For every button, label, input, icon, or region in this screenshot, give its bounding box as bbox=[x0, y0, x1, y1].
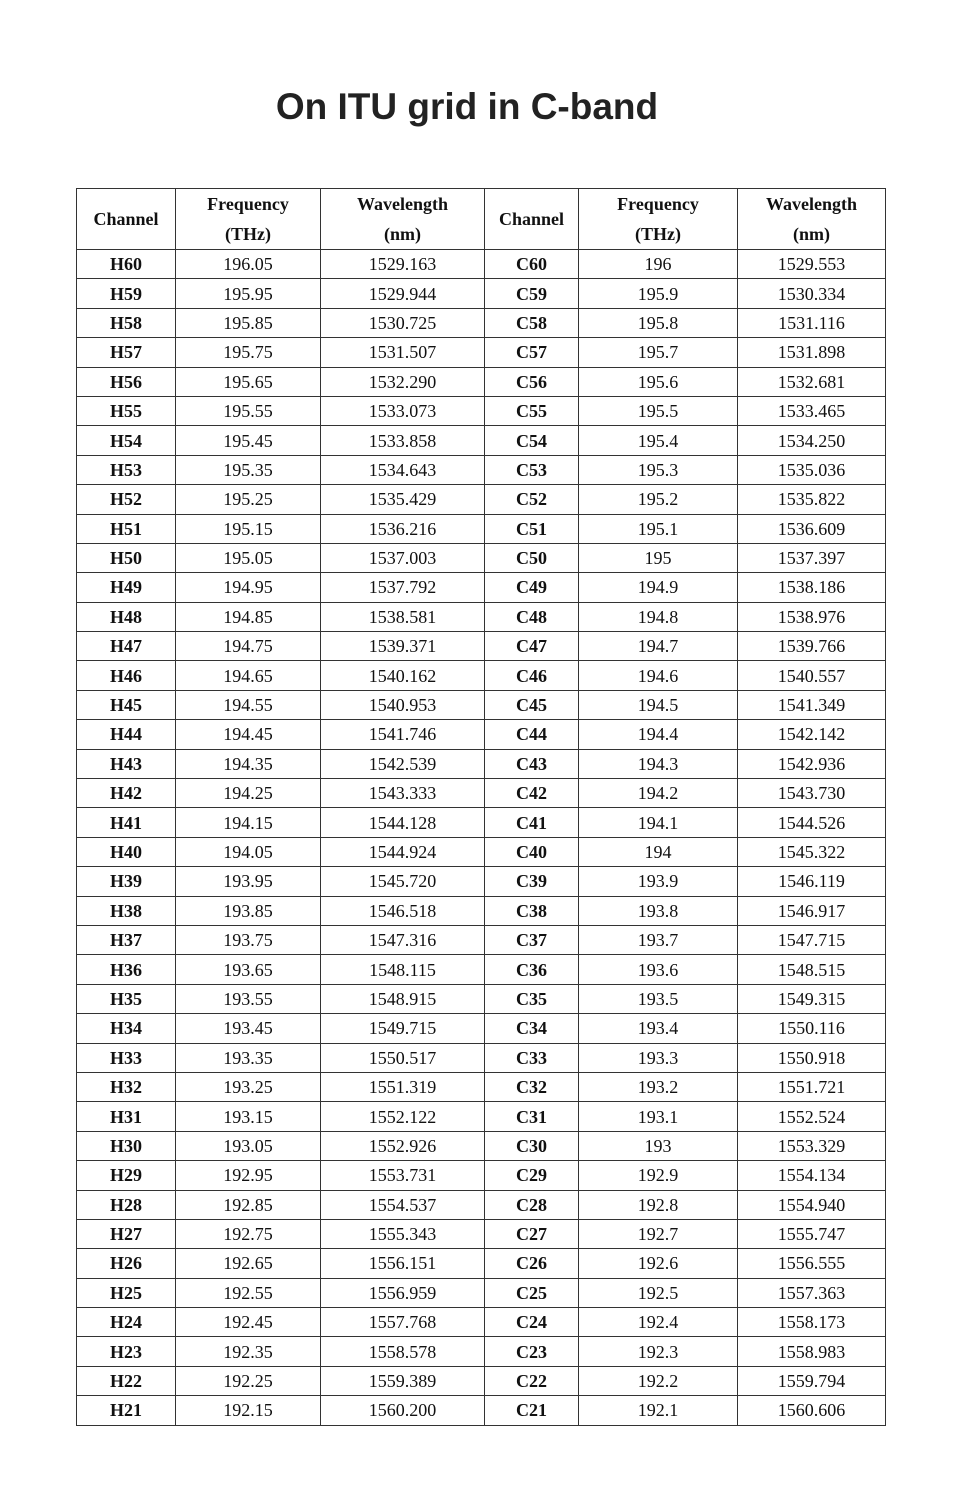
h-channel-cell: H42 bbox=[77, 779, 176, 808]
c-frequency-cell: 192.3 bbox=[579, 1337, 738, 1366]
c-frequency-cell: 192.4 bbox=[579, 1308, 738, 1337]
c-frequency-cell: 192.2 bbox=[579, 1366, 738, 1395]
h-channel-cell: H30 bbox=[77, 1131, 176, 1160]
h-frequency-cell: 193.75 bbox=[176, 925, 321, 954]
h-frequency-cell: 194.95 bbox=[176, 573, 321, 602]
header-wavelength-unit: (nm) bbox=[384, 224, 421, 244]
h-frequency-cell: 195.95 bbox=[176, 279, 321, 308]
c-frequency-cell: 193.3 bbox=[579, 1043, 738, 1072]
page-title: On ITU grid in C-band bbox=[275, 86, 659, 127]
table-row bbox=[77, 925, 886, 954]
h-wavelength-cell: 1537.792 bbox=[321, 573, 485, 602]
c-frequency-cell: 196 bbox=[579, 250, 738, 279]
h-frequency-cell: 192.85 bbox=[176, 1190, 321, 1219]
c-frequency-cell: 193 bbox=[579, 1131, 738, 1160]
c-channel-cell: C23 bbox=[485, 1337, 579, 1366]
table-row bbox=[77, 808, 886, 837]
c-channel-cell: C55 bbox=[485, 396, 579, 425]
table-row bbox=[77, 543, 886, 572]
h-frequency-cell: 194.55 bbox=[176, 690, 321, 719]
h-frequency-cell: 192.75 bbox=[176, 1219, 321, 1248]
table-row bbox=[77, 1102, 886, 1131]
h-wavelength-cell: 1544.924 bbox=[321, 837, 485, 866]
c-wavelength-cell: 1548.515 bbox=[738, 955, 886, 984]
table-row bbox=[77, 690, 886, 719]
h-frequency-cell: 193.25 bbox=[176, 1072, 321, 1101]
c-frequency-cell: 194.9 bbox=[579, 573, 738, 602]
h-frequency-cell: 193.95 bbox=[176, 867, 321, 896]
c-channel-cell: C37 bbox=[485, 925, 579, 954]
table-row bbox=[77, 338, 886, 367]
c-channel-cell: C38 bbox=[485, 896, 579, 925]
table-row bbox=[77, 1308, 886, 1337]
c-channel-cell: C46 bbox=[485, 661, 579, 690]
h-wavelength-cell: 1557.768 bbox=[321, 1308, 485, 1337]
h-frequency-cell: 194.45 bbox=[176, 720, 321, 749]
h-frequency-cell: 195.65 bbox=[176, 367, 321, 396]
c-frequency-cell: 195.1 bbox=[579, 514, 738, 543]
c-frequency-cell: 193.7 bbox=[579, 925, 738, 954]
c-channel-cell: C34 bbox=[485, 1014, 579, 1043]
c-wavelength-cell: 1541.349 bbox=[738, 690, 886, 719]
c-wavelength-cell: 1538.976 bbox=[738, 602, 886, 631]
h-channel-cell: H28 bbox=[77, 1190, 176, 1219]
h-wavelength-cell: 1552.122 bbox=[321, 1102, 485, 1131]
c-channel-cell: C29 bbox=[485, 1161, 579, 1190]
c-wavelength-cell: 1542.142 bbox=[738, 720, 886, 749]
c-channel-cell: C54 bbox=[485, 426, 579, 455]
c-wavelength-cell: 1543.730 bbox=[738, 779, 886, 808]
table-row bbox=[77, 485, 886, 514]
table-row bbox=[77, 720, 886, 749]
table-row bbox=[77, 514, 886, 543]
c-frequency-cell: 195.6 bbox=[579, 367, 738, 396]
h-wavelength-cell: 1546.518 bbox=[321, 896, 485, 925]
h-wavelength-cell: 1558.578 bbox=[321, 1337, 485, 1366]
h-wavelength-cell: 1540.953 bbox=[321, 690, 485, 719]
table-row bbox=[77, 837, 886, 866]
c-frequency-cell: 195.9 bbox=[579, 279, 738, 308]
c-channel-cell: C32 bbox=[485, 1072, 579, 1101]
h-wavelength-cell: 1533.073 bbox=[321, 396, 485, 425]
c-channel-cell: C49 bbox=[485, 573, 579, 602]
h-frequency-cell: 193.55 bbox=[176, 984, 321, 1013]
c-wavelength-cell: 1547.715 bbox=[738, 925, 886, 954]
c-frequency-cell: 195.5 bbox=[579, 396, 738, 425]
h-channel-cell: H47 bbox=[77, 632, 176, 661]
c-channel-cell: C35 bbox=[485, 984, 579, 1013]
c-wavelength-cell: 1540.557 bbox=[738, 661, 886, 690]
c-wavelength-cell: 1546.119 bbox=[738, 867, 886, 896]
itu-grid-table bbox=[76, 188, 886, 1426]
c-wavelength-cell: 1552.524 bbox=[738, 1102, 886, 1131]
c-wavelength-cell: 1554.940 bbox=[738, 1190, 886, 1219]
c-channel-cell: C43 bbox=[485, 749, 579, 778]
h-frequency-cell: 193.45 bbox=[176, 1014, 321, 1043]
c-channel-cell: C36 bbox=[485, 955, 579, 984]
c-channel-cell: C30 bbox=[485, 1131, 579, 1160]
h-frequency-cell: 195.55 bbox=[176, 396, 321, 425]
c-wavelength-cell: 1530.334 bbox=[738, 279, 886, 308]
header-channel-h: Channel bbox=[77, 189, 176, 250]
c-frequency-cell: 195.3 bbox=[579, 455, 738, 484]
c-channel-cell: C39 bbox=[485, 867, 579, 896]
h-frequency-cell: 193.35 bbox=[176, 1043, 321, 1072]
table-row bbox=[77, 1014, 886, 1043]
c-wavelength-cell: 1537.397 bbox=[738, 543, 886, 572]
h-frequency-cell: 193.85 bbox=[176, 896, 321, 925]
h-wavelength-cell: 1551.319 bbox=[321, 1072, 485, 1101]
c-frequency-cell: 194.3 bbox=[579, 749, 738, 778]
table-row bbox=[77, 779, 886, 808]
c-channel-cell: C53 bbox=[485, 455, 579, 484]
c-wavelength-cell: 1551.721 bbox=[738, 1072, 886, 1101]
c-frequency-cell: 193.8 bbox=[579, 896, 738, 925]
c-frequency-cell: 194.5 bbox=[579, 690, 738, 719]
c-channel-cell: C47 bbox=[485, 632, 579, 661]
c-wavelength-cell: 1550.116 bbox=[738, 1014, 886, 1043]
table-row bbox=[77, 896, 886, 925]
table-row bbox=[77, 1072, 886, 1101]
h-frequency-cell: 195.05 bbox=[176, 543, 321, 572]
c-wavelength-cell: 1545.322 bbox=[738, 837, 886, 866]
h-wavelength-cell: 1535.429 bbox=[321, 485, 485, 514]
c-frequency-cell: 193.9 bbox=[579, 867, 738, 896]
c-channel-cell: C21 bbox=[485, 1396, 579, 1425]
h-frequency-cell: 195.15 bbox=[176, 514, 321, 543]
h-wavelength-cell: 1530.725 bbox=[321, 308, 485, 337]
h-channel-cell: H26 bbox=[77, 1249, 176, 1278]
c-wavelength-cell: 1559.794 bbox=[738, 1366, 886, 1395]
h-channel-cell: H56 bbox=[77, 367, 176, 396]
c-wavelength-cell: 1539.766 bbox=[738, 632, 886, 661]
c-channel-cell: C60 bbox=[485, 250, 579, 279]
c-channel-cell: C33 bbox=[485, 1043, 579, 1072]
table-row bbox=[77, 1190, 886, 1219]
c-channel-cell: C57 bbox=[485, 338, 579, 367]
h-frequency-cell: 192.55 bbox=[176, 1278, 321, 1307]
c-channel-cell: C59 bbox=[485, 279, 579, 308]
h-wavelength-cell: 1559.389 bbox=[321, 1366, 485, 1395]
table-row bbox=[77, 984, 886, 1013]
table-row bbox=[77, 1219, 886, 1248]
c-frequency-cell: 194.6 bbox=[579, 661, 738, 690]
c-wavelength-cell: 1550.918 bbox=[738, 1043, 886, 1072]
h-wavelength-cell: 1529.163 bbox=[321, 250, 485, 279]
h-frequency-cell: 192.25 bbox=[176, 1366, 321, 1395]
h-channel-cell: H41 bbox=[77, 808, 176, 837]
h-channel-cell: H58 bbox=[77, 308, 176, 337]
c-frequency-cell: 193.5 bbox=[579, 984, 738, 1013]
table-row bbox=[77, 279, 886, 308]
c-wavelength-cell: 1531.116 bbox=[738, 308, 886, 337]
h-channel-cell: H32 bbox=[77, 1072, 176, 1101]
table-body bbox=[77, 250, 886, 1426]
h-channel-cell: H25 bbox=[77, 1278, 176, 1307]
h-wavelength-cell: 1539.371 bbox=[321, 632, 485, 661]
h-frequency-cell: 193.05 bbox=[176, 1131, 321, 1160]
table-row bbox=[77, 661, 886, 690]
c-wavelength-cell: 1553.329 bbox=[738, 1131, 886, 1160]
h-channel-cell: H59 bbox=[77, 279, 176, 308]
c-wavelength-cell: 1535.036 bbox=[738, 455, 886, 484]
table-row bbox=[77, 1278, 886, 1307]
h-channel-cell: H24 bbox=[77, 1308, 176, 1337]
h-channel-cell: H23 bbox=[77, 1337, 176, 1366]
header-channel-c: Channel bbox=[485, 189, 579, 250]
h-frequency-cell: 194.35 bbox=[176, 749, 321, 778]
h-channel-cell: H48 bbox=[77, 602, 176, 631]
h-wavelength-cell: 1554.537 bbox=[321, 1190, 485, 1219]
h-wavelength-cell: 1538.581 bbox=[321, 602, 485, 631]
c-channel-cell: C51 bbox=[485, 514, 579, 543]
h-frequency-cell: 194.65 bbox=[176, 661, 321, 690]
h-channel-cell: H44 bbox=[77, 720, 176, 749]
c-frequency-cell: 193.4 bbox=[579, 1014, 738, 1043]
c-wavelength-cell: 1535.822 bbox=[738, 485, 886, 514]
table-row bbox=[77, 426, 886, 455]
h-wavelength-cell: 1531.507 bbox=[321, 338, 485, 367]
c-frequency-cell: 192.8 bbox=[579, 1190, 738, 1219]
h-channel-cell: H34 bbox=[77, 1014, 176, 1043]
c-frequency-cell: 193.1 bbox=[579, 1102, 738, 1131]
c-channel-cell: C58 bbox=[485, 308, 579, 337]
header-frequency-unit: (THz) bbox=[225, 224, 271, 244]
h-channel-cell: H27 bbox=[77, 1219, 176, 1248]
header-wavelength-c bbox=[738, 189, 886, 250]
h-wavelength-cell: 1548.915 bbox=[321, 984, 485, 1013]
h-frequency-cell: 195.45 bbox=[176, 426, 321, 455]
h-frequency-cell: 192.35 bbox=[176, 1337, 321, 1366]
c-wavelength-cell: 1554.134 bbox=[738, 1161, 886, 1190]
h-channel-cell: H33 bbox=[77, 1043, 176, 1072]
h-wavelength-cell: 1542.539 bbox=[321, 749, 485, 778]
c-wavelength-cell: 1534.250 bbox=[738, 426, 886, 455]
h-frequency-cell: 194.05 bbox=[176, 837, 321, 866]
table-header-row bbox=[77, 189, 886, 250]
h-channel-cell: H50 bbox=[77, 543, 176, 572]
h-channel-cell: H40 bbox=[77, 837, 176, 866]
c-channel-cell: C42 bbox=[485, 779, 579, 808]
h-frequency-cell: 195.85 bbox=[176, 308, 321, 337]
header-frequency-h bbox=[176, 189, 321, 250]
header-frequency-label: Frequency bbox=[617, 194, 699, 214]
table-row bbox=[77, 1249, 886, 1278]
h-channel-cell: H38 bbox=[77, 896, 176, 925]
h-frequency-cell: 194.85 bbox=[176, 602, 321, 631]
c-channel-cell: C44 bbox=[485, 720, 579, 749]
h-channel-cell: H31 bbox=[77, 1102, 176, 1131]
c-wavelength-cell: 1532.681 bbox=[738, 367, 886, 396]
c-channel-cell: C48 bbox=[485, 602, 579, 631]
c-frequency-cell: 194.2 bbox=[579, 779, 738, 808]
c-channel-cell: C25 bbox=[485, 1278, 579, 1307]
h-channel-cell: H54 bbox=[77, 426, 176, 455]
h-frequency-cell: 192.15 bbox=[176, 1396, 321, 1425]
table-row bbox=[77, 250, 886, 279]
c-frequency-cell: 195.2 bbox=[579, 485, 738, 514]
c-frequency-cell: 195 bbox=[579, 543, 738, 572]
h-frequency-cell: 196.05 bbox=[176, 250, 321, 279]
h-wavelength-cell: 1544.128 bbox=[321, 808, 485, 837]
h-wavelength-cell: 1534.643 bbox=[321, 455, 485, 484]
c-frequency-cell: 192.7 bbox=[579, 1219, 738, 1248]
c-frequency-cell: 192.1 bbox=[579, 1396, 738, 1425]
c-channel-cell: C41 bbox=[485, 808, 579, 837]
h-wavelength-cell: 1552.926 bbox=[321, 1131, 485, 1160]
h-channel-cell: H45 bbox=[77, 690, 176, 719]
table-row bbox=[77, 308, 886, 337]
c-wavelength-cell: 1558.173 bbox=[738, 1308, 886, 1337]
h-channel-cell: H57 bbox=[77, 338, 176, 367]
h-frequency-cell: 193.15 bbox=[176, 1102, 321, 1131]
h-wavelength-cell: 1555.343 bbox=[321, 1219, 485, 1248]
c-wavelength-cell: 1533.465 bbox=[738, 396, 886, 425]
c-frequency-cell: 194 bbox=[579, 837, 738, 866]
header-frequency-c bbox=[579, 189, 738, 250]
c-channel-cell: C22 bbox=[485, 1366, 579, 1395]
h-wavelength-cell: 1540.162 bbox=[321, 661, 485, 690]
h-frequency-cell: 195.25 bbox=[176, 485, 321, 514]
h-wavelength-cell: 1533.858 bbox=[321, 426, 485, 455]
table-row bbox=[77, 367, 886, 396]
c-wavelength-cell: 1549.315 bbox=[738, 984, 886, 1013]
c-wavelength-cell: 1536.609 bbox=[738, 514, 886, 543]
h-channel-cell: H37 bbox=[77, 925, 176, 954]
c-channel-cell: C27 bbox=[485, 1219, 579, 1248]
c-frequency-cell: 195.4 bbox=[579, 426, 738, 455]
h-channel-cell: H60 bbox=[77, 250, 176, 279]
c-frequency-cell: 192.6 bbox=[579, 1249, 738, 1278]
h-frequency-cell: 192.45 bbox=[176, 1308, 321, 1337]
c-frequency-cell: 193.2 bbox=[579, 1072, 738, 1101]
c-frequency-cell: 193.6 bbox=[579, 955, 738, 984]
c-wavelength-cell: 1556.555 bbox=[738, 1249, 886, 1278]
table-row bbox=[77, 867, 886, 896]
header-wavelength-label: Wavelength bbox=[356, 194, 448, 214]
table-row bbox=[77, 1043, 886, 1072]
header-wavelength-unit: (nm) bbox=[793, 224, 830, 244]
h-channel-cell: H52 bbox=[77, 485, 176, 514]
h-wavelength-cell: 1556.959 bbox=[321, 1278, 485, 1307]
h-channel-cell: H21 bbox=[77, 1396, 176, 1425]
header-frequency-unit: (THz) bbox=[635, 224, 681, 244]
table-row bbox=[77, 1396, 886, 1425]
h-frequency-cell: 193.65 bbox=[176, 955, 321, 984]
c-wavelength-cell: 1544.526 bbox=[738, 808, 886, 837]
h-wavelength-cell: 1550.517 bbox=[321, 1043, 485, 1072]
c-frequency-cell: 194.1 bbox=[579, 808, 738, 837]
table-row bbox=[77, 1161, 886, 1190]
h-frequency-cell: 194.25 bbox=[176, 779, 321, 808]
c-wavelength-cell: 1557.363 bbox=[738, 1278, 886, 1307]
h-channel-cell: H49 bbox=[77, 573, 176, 602]
h-wavelength-cell: 1553.731 bbox=[321, 1161, 485, 1190]
c-channel-cell: C50 bbox=[485, 543, 579, 572]
c-frequency-cell: 194.8 bbox=[579, 602, 738, 631]
h-channel-cell: H51 bbox=[77, 514, 176, 543]
h-frequency-cell: 192.95 bbox=[176, 1161, 321, 1190]
h-channel-cell: H35 bbox=[77, 984, 176, 1013]
table-row bbox=[77, 455, 886, 484]
h-frequency-cell: 194.75 bbox=[176, 632, 321, 661]
c-frequency-cell: 194.4 bbox=[579, 720, 738, 749]
h-channel-cell: H53 bbox=[77, 455, 176, 484]
c-channel-cell: C24 bbox=[485, 1308, 579, 1337]
c-frequency-cell: 192.9 bbox=[579, 1161, 738, 1190]
c-wavelength-cell: 1560.606 bbox=[738, 1396, 886, 1425]
c-channel-cell: C40 bbox=[485, 837, 579, 866]
h-frequency-cell: 195.75 bbox=[176, 338, 321, 367]
table-row bbox=[77, 632, 886, 661]
h-channel-cell: H22 bbox=[77, 1366, 176, 1395]
h-wavelength-cell: 1543.333 bbox=[321, 779, 485, 808]
h-channel-cell: H46 bbox=[77, 661, 176, 690]
table-row bbox=[77, 602, 886, 631]
c-channel-cell: C28 bbox=[485, 1190, 579, 1219]
c-frequency-cell: 192.5 bbox=[579, 1278, 738, 1307]
h-wavelength-cell: 1560.200 bbox=[321, 1396, 485, 1425]
c-channel-cell: C26 bbox=[485, 1249, 579, 1278]
c-wavelength-cell: 1542.936 bbox=[738, 749, 886, 778]
c-wavelength-cell: 1555.747 bbox=[738, 1219, 886, 1248]
h-wavelength-cell: 1547.316 bbox=[321, 925, 485, 954]
h-wavelength-cell: 1549.715 bbox=[321, 1014, 485, 1043]
c-channel-cell: C31 bbox=[485, 1102, 579, 1131]
h-channel-cell: H39 bbox=[77, 867, 176, 896]
header-wavelength-h bbox=[321, 189, 485, 250]
c-wavelength-cell: 1538.186 bbox=[738, 573, 886, 602]
h-wavelength-cell: 1532.290 bbox=[321, 367, 485, 396]
h-channel-cell: H29 bbox=[77, 1161, 176, 1190]
c-frequency-cell: 195.8 bbox=[579, 308, 738, 337]
c-channel-cell: C56 bbox=[485, 367, 579, 396]
h-frequency-cell: 192.65 bbox=[176, 1249, 321, 1278]
h-wavelength-cell: 1548.115 bbox=[321, 955, 485, 984]
h-frequency-cell: 194.15 bbox=[176, 808, 321, 837]
c-channel-cell: C52 bbox=[485, 485, 579, 514]
h-channel-cell: H36 bbox=[77, 955, 176, 984]
h-wavelength-cell: 1556.151 bbox=[321, 1249, 485, 1278]
h-wavelength-cell: 1541.746 bbox=[321, 720, 485, 749]
c-wavelength-cell: 1558.983 bbox=[738, 1337, 886, 1366]
c-wavelength-cell: 1529.553 bbox=[738, 250, 886, 279]
h-wavelength-cell: 1537.003 bbox=[321, 543, 485, 572]
c-wavelength-cell: 1531.898 bbox=[738, 338, 886, 367]
h-wavelength-cell: 1545.720 bbox=[321, 867, 485, 896]
header-wavelength-label: Wavelength bbox=[765, 194, 857, 214]
h-channel-cell: H55 bbox=[77, 396, 176, 425]
h-wavelength-cell: 1536.216 bbox=[321, 514, 485, 543]
table-row bbox=[77, 1337, 886, 1366]
c-frequency-cell: 194.7 bbox=[579, 632, 738, 661]
c-frequency-cell: 195.7 bbox=[579, 338, 738, 367]
h-channel-cell: H43 bbox=[77, 749, 176, 778]
header-frequency-label: Frequency bbox=[207, 194, 289, 214]
c-wavelength-cell: 1546.917 bbox=[738, 896, 886, 925]
table-row bbox=[77, 396, 886, 425]
table-row bbox=[77, 573, 886, 602]
table-row bbox=[77, 749, 886, 778]
c-channel-cell: C45 bbox=[485, 690, 579, 719]
table-row bbox=[77, 1366, 886, 1395]
table-row bbox=[77, 1131, 886, 1160]
h-wavelength-cell: 1529.944 bbox=[321, 279, 485, 308]
table-row bbox=[77, 955, 886, 984]
h-frequency-cell: 195.35 bbox=[176, 455, 321, 484]
